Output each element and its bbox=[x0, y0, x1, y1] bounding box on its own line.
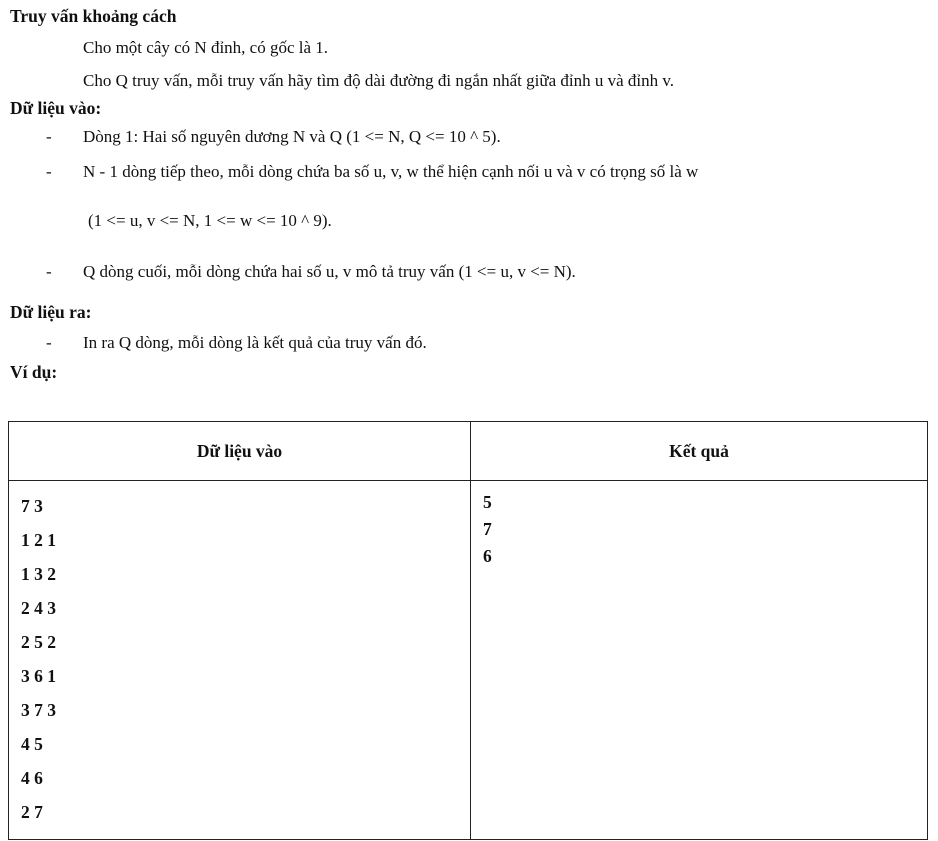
bullet-dash: - bbox=[46, 127, 52, 146]
input-heading: Dữ liệu vào: bbox=[10, 98, 102, 118]
input-line: 3 6 1 bbox=[21, 666, 56, 686]
bullet-dash: - bbox=[46, 162, 52, 181]
output-line: 7 bbox=[483, 519, 492, 539]
output-heading: Dữ liệu ra: bbox=[10, 302, 92, 322]
statement-line-2: Cho Q truy vấn, mỗi truy vấn hãy tìm độ dài đường đi ngắn nhất giữa đỉnh u và đỉnh v. bbox=[83, 71, 675, 90]
output-line: 5 bbox=[483, 492, 492, 512]
table-row bbox=[9, 481, 928, 840]
input-line: 7 3 bbox=[21, 496, 43, 516]
column-header-output: Kết quả bbox=[471, 422, 928, 481]
bullet-text: In ra Q dòng, mỗi dòng là kết quả của truy vấn đó. bbox=[83, 333, 427, 352]
table-header-row bbox=[9, 422, 928, 481]
input-bullet-2-continuation: (1 <= u, v <= N, 1 <= w <= 10 ^ 9). bbox=[88, 211, 332, 230]
bullet-dash: - bbox=[46, 333, 52, 352]
input-line: 4 5 bbox=[21, 734, 43, 754]
example-table bbox=[8, 421, 928, 840]
bullet-text: Q dòng cuối, mỗi dòng chứa hai số u, v mô tả truy vấn (1 <= u, v <= N). bbox=[83, 262, 576, 281]
sample-input-cell bbox=[9, 481, 471, 840]
bullet-dash: - bbox=[46, 262, 52, 281]
input-line: 1 2 1 bbox=[21, 530, 56, 550]
bullet-text: Dòng 1: Hai số nguyên dương N và Q (1 <= N, Q <= 10 ^ 5). bbox=[83, 127, 501, 146]
input-line: 3 7 3 bbox=[21, 700, 56, 720]
bullet-text: N - 1 dòng tiếp theo, mỗi dòng chứa ba số u, v, w thể hiện cạnh nối u và v có trọng số là w bbox=[83, 162, 699, 181]
input-line: 2 7 bbox=[21, 802, 43, 822]
example-heading: Ví dụ: bbox=[10, 362, 58, 382]
column-header-input: Dữ liệu vào bbox=[9, 422, 471, 481]
input-line: 4 6 bbox=[21, 768, 43, 788]
input-line: 2 4 3 bbox=[21, 598, 56, 618]
output-line: 6 bbox=[483, 546, 492, 566]
statement-line-1: Cho một cây có N đỉnh, có gốc là 1. bbox=[83, 38, 329, 57]
sample-output-cell bbox=[471, 481, 928, 840]
input-line: 1 3 2 bbox=[21, 564, 56, 584]
input-line: 2 5 2 bbox=[21, 632, 56, 652]
problem-title: Truy vấn khoảng cách bbox=[10, 6, 177, 26]
